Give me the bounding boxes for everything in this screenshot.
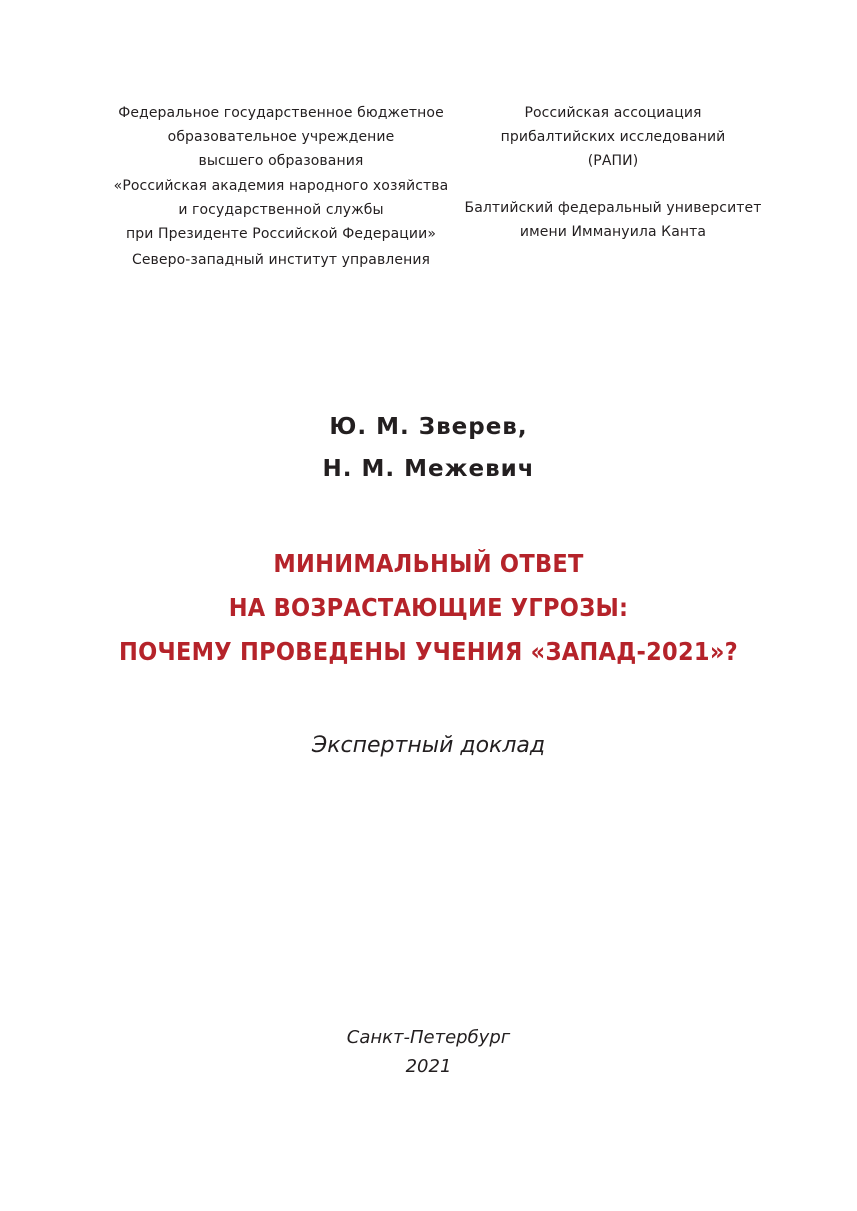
title-line: НА ВОЗРАСТАЮЩИЕ УГРОЗЫ: [228,593,629,622]
institution-right-block [463,101,763,244]
report-title [43,542,814,674]
institution-left-line: Северо-западный институт управления [131,252,431,269]
institution-left-line: Федеральное государственное бюджетное [118,105,444,121]
institution-left-line: и государственной службы [178,201,384,218]
institution-right-line: Балтийский федеральный университет [464,199,762,216]
institution-right-line: прибалтийских исследований [500,129,726,146]
institution-left-line: «Российская академия народного хозяйства [113,177,449,194]
imprint-city: Санкт-Петербург [346,1027,511,1048]
institution-left-block [112,101,450,272]
title-line: МИНИМАЛЬНЫЙ ОТВЕТ [273,549,584,578]
institution-right-line: Российская ассоциация [524,105,702,121]
authors-block [0,406,857,490]
institution-left-line: образовательное учреждение [167,129,395,146]
imprint-year: 2021 [405,1056,452,1077]
institution-left-line: высшего образования [198,153,364,170]
author-name: Ю. М. Зверев, [329,414,528,440]
author-name: Н. М. Межевич [322,456,535,482]
institution-right-line: (РАПИ) [587,153,639,170]
report-subtitle: Экспертный доклад [311,733,546,758]
title-line: ПОЧЕМУ ПРОВЕДЕНЫ УЧЕНИЯ «ЗАПАД-2021»? [119,637,738,666]
institution-right-line: имени Иммануила Канта [519,223,707,240]
institution-left-line: при Президенте Российской Федерации» [125,226,436,243]
imprint-block [0,1023,857,1081]
